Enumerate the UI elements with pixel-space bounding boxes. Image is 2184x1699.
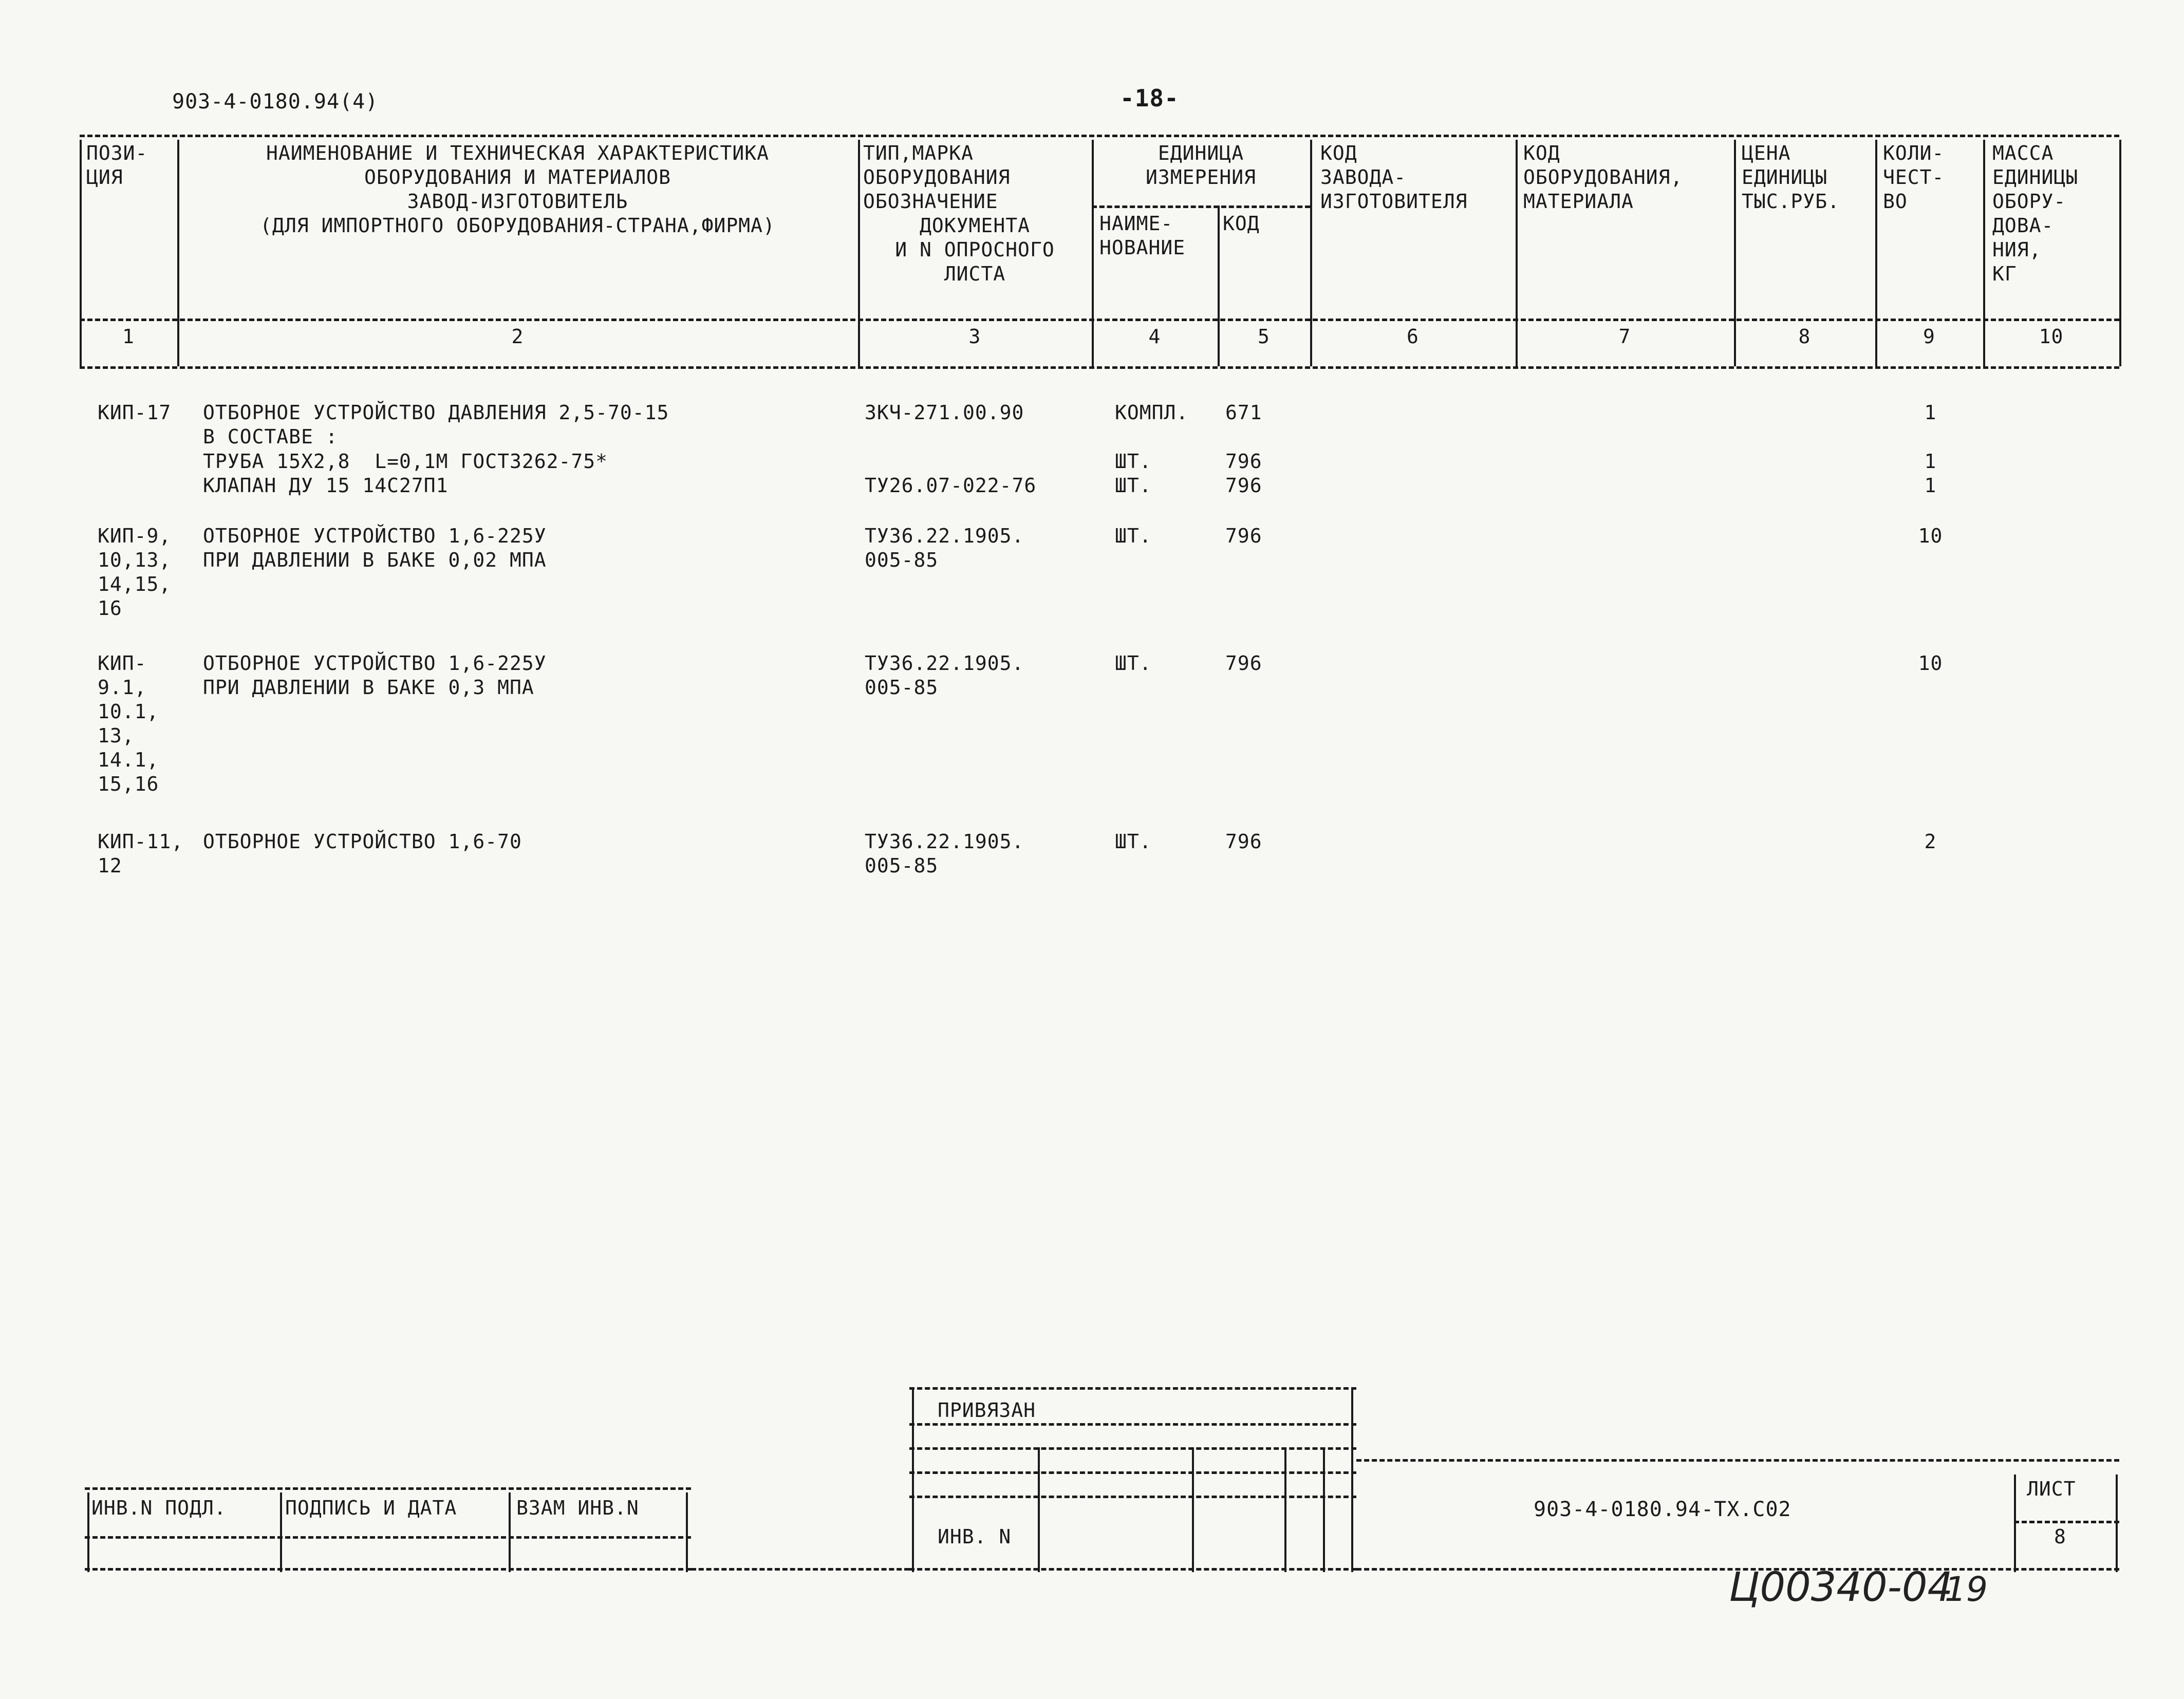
row-name: ОТБОРНОЕ УСТРОЙСТВО 1,6-225У [203,652,547,675]
title-block-divider [280,1492,282,1572]
rule-line [80,319,2119,321]
row-name: ПРИ ДАВЛЕНИИ В БАКЕ 0,02 МПА [203,549,547,571]
inv-n-label: ИНВ. N [938,1525,1012,1548]
column-header-line: ДОКУМЕНТА [920,214,1030,237]
row-position: 14,15, [98,573,172,595]
column-header-line: НАИМЕ- [1099,212,1173,235]
row-position: 10,13, [98,549,172,571]
footer-doc-code: 903-4-0180.94-ТХ.С02 [1534,1498,1791,1521]
row-unit-code: 796 [1225,830,1262,853]
column-number: 2 [511,325,524,348]
title-block-rule [909,1447,1356,1450]
column-header-line: ПОЗИ- [86,142,148,164]
title-block-rule [85,1536,691,1539]
column-header-line: КОД [1223,212,1260,235]
row-type: ТУ36.22.1905. [865,830,1024,853]
title-block-divider [509,1492,511,1572]
row-position: 9.1, [98,676,147,699]
column-header-line: ЦИЯ [86,166,123,189]
column-header-line: ОБОРУ- [1992,190,2066,213]
row-type: ТУ36.22.1905. [865,525,1024,547]
row-position: 12 [98,854,122,877]
column-header-line: ДОВА- [1992,214,2054,237]
row-unit-code: 796 [1225,525,1262,547]
title-block-divider [1323,1447,1325,1572]
row-position: КИП-17 [98,401,172,424]
inv-podl-header: ИНВ.N ПОДЛ. [91,1497,227,1519]
column-header-line: ВО [1883,190,1908,213]
column-header-line: ЗАВОД-ИЗГОТОВИТЕЛЬ [407,190,628,213]
title-block-rule [909,1496,1356,1498]
unit-group-header: ЕДИНИЦА [1158,142,1244,164]
row-name: ПРИ ДАВЛЕНИИ В БАКЕ 0,3 МПА [203,676,534,699]
row-quantity: 10 [1918,525,1943,547]
row-unit: ШТ. [1115,474,1152,497]
row-name: ОТБОРНОЕ УСТРОЙСТВО 1,6-225У [203,525,547,547]
row-quantity: 10 [1918,652,1943,675]
column-header-line: ЗАВОДА- [1320,166,1407,189]
title-block-divider [87,1492,89,1572]
title-block-rule [1356,1568,2119,1571]
title-block-divider [686,1492,688,1572]
row-type: 3КЧ-271.00.90 [865,401,1024,424]
row-quantity: 1 [1924,450,1937,473]
row-quantity: 1 [1924,474,1937,497]
rule-line [80,135,2119,137]
column-header-line: ЧЕСТ- [1883,166,1945,189]
column-header-line: ОБОЗНАЧЕНИЕ [863,190,998,213]
column-number: 3 [968,325,981,348]
row-unit: ШТ. [1115,830,1152,853]
title-block-divider [2116,1474,2118,1572]
title-block-rule [909,1387,1356,1390]
column-header-line: ИЗГОТОВИТЕЛЯ [1320,190,1468,213]
row-type: ТУ36.22.1905. [865,652,1024,675]
column-number: 9 [1923,325,1935,348]
column-header-line: ЕДИНИЦЫ [1992,166,2079,189]
column-header-line: ЦЕНА [1742,142,1791,164]
column-number: 10 [2039,325,2064,348]
row-type: ТУ26.07-022-76 [865,474,1037,497]
row-unit-code: 796 [1225,450,1262,473]
title-block-divider [1192,1447,1194,1572]
column-header-line: ОБОРУДОВАНИЯ И МАТЕРИАЛОВ [364,166,671,189]
row-position: 14.1, [98,749,159,771]
vzam-inv-header: ВЗАМ ИНВ.N [516,1497,639,1519]
page-number: -18- [1120,84,1179,112]
column-header-line: КОЛИ- [1883,142,1945,164]
column-header-line: НИЯ, [1992,238,2042,261]
column-number: 4 [1148,325,1161,348]
column-header-line: НАИМЕНОВАНИЕ И ТЕХНИЧЕСКАЯ ХАРАКТЕРИСТИКА [266,142,769,164]
title-block-rule [909,1471,1356,1474]
title-block-rule [691,1568,909,1571]
title-block-divider [1351,1387,1353,1572]
row-name: В СОСТАВЕ : [203,425,338,448]
row-position: КИП-9, [98,525,172,547]
row-name: ОТБОРНОЕ УСТРОЙСТВО 1,6-70 [203,830,522,853]
row-position: КИП-11, [98,830,184,853]
title-block-rule [85,1487,691,1490]
row-position: 16 [98,597,122,620]
signature-date-header: ПОДПИСЬ И ДАТА [285,1497,457,1519]
column-header-line: И N ОПРОСНОГО [895,238,1055,261]
column-header-line: НОВАНИЕ [1099,236,1186,259]
privyazan-label: ПРИВЯЗАН [938,1399,1036,1422]
title-block-rule [909,1568,1356,1571]
title-block-rule [909,1423,1356,1426]
rule-line [1092,206,1310,208]
row-quantity: 2 [1924,830,1937,853]
column-header-line: ЛИСТА [944,263,1006,285]
title-block-divider [1284,1447,1286,1572]
row-name: ТРУБА 15Х2,8 L=0,1М ГОСТ3262-75* [203,450,608,473]
column-header-line: МАССА [1992,142,2054,164]
column-header-line: (ДЛЯ ИМПОРТНОГО ОБОРУДОВАНИЯ-СТРАНА,ФИРМА) [260,214,775,237]
column-header-line: ТЫС.РУБ. [1742,190,1840,213]
row-unit: ШТ. [1115,450,1152,473]
row-unit-code: 796 [1225,474,1262,497]
column-header-line: ОБОРУДОВАНИЯ [863,166,1011,189]
column-number: 8 [1798,325,1811,348]
row-unit: ШТ. [1115,652,1152,675]
column-header-line: ТИП,МАРКА [863,142,974,164]
column-number: 5 [1258,325,1270,348]
row-quantity: 1 [1924,401,1937,424]
sheet-label: ЛИСТ [2027,1478,2076,1500]
row-type: 005-85 [865,854,939,877]
row-name: КЛАПАН ДУ 15 14С27П1 [203,474,449,497]
title-block-divider [2014,1474,2016,1572]
title-block-divider [912,1387,914,1572]
row-type: 005-85 [865,549,939,571]
column-header-line: КОД [1320,142,1357,164]
column-header-line: МАТЕРИАЛА [1523,190,1634,213]
title-block-rule [2014,1521,2119,1523]
row-position: КИП- [98,652,147,675]
doc-code-top: 903-4-0180.94(4) [172,90,379,114]
title-block-rule [85,1568,691,1571]
row-unit: КОМПЛ. [1115,401,1189,424]
row-unit-code: 671 [1225,401,1262,424]
handwritten-page: 19 [1945,1570,1988,1609]
column-number: 6 [1407,325,1419,348]
row-name: ОТБОРНОЕ УСТРОЙСТВО ДАВЛЕНИЯ 2,5-70-15 [203,401,669,424]
unit-group-header: ИЗМЕРЕНИЯ [1146,166,1256,189]
handwritten-code: Ц00340-04 [1729,1564,1953,1611]
column-number: 1 [122,325,135,348]
row-unit: ШТ. [1115,525,1152,547]
row-position: 10.1, [98,700,159,723]
rule-line [80,366,2119,369]
sheet-number: 8 [2054,1525,2066,1548]
row-type: 005-85 [865,676,939,699]
column-number: 7 [1618,325,1631,348]
row-position: 13, [98,724,135,747]
title-block-divider [1038,1447,1040,1572]
column-header-line: ОБОРУДОВАНИЯ, [1523,166,1683,189]
column-header-line: КОД [1523,142,1560,164]
column-header-line: ЕДИНИЦЫ [1742,166,1828,189]
title-block-rule [1356,1459,2119,1462]
column-divider [2119,140,2121,366]
column-header-line: КГ [1992,263,2017,285]
row-position: 15,16 [98,773,159,795]
row-unit-code: 796 [1225,652,1262,675]
